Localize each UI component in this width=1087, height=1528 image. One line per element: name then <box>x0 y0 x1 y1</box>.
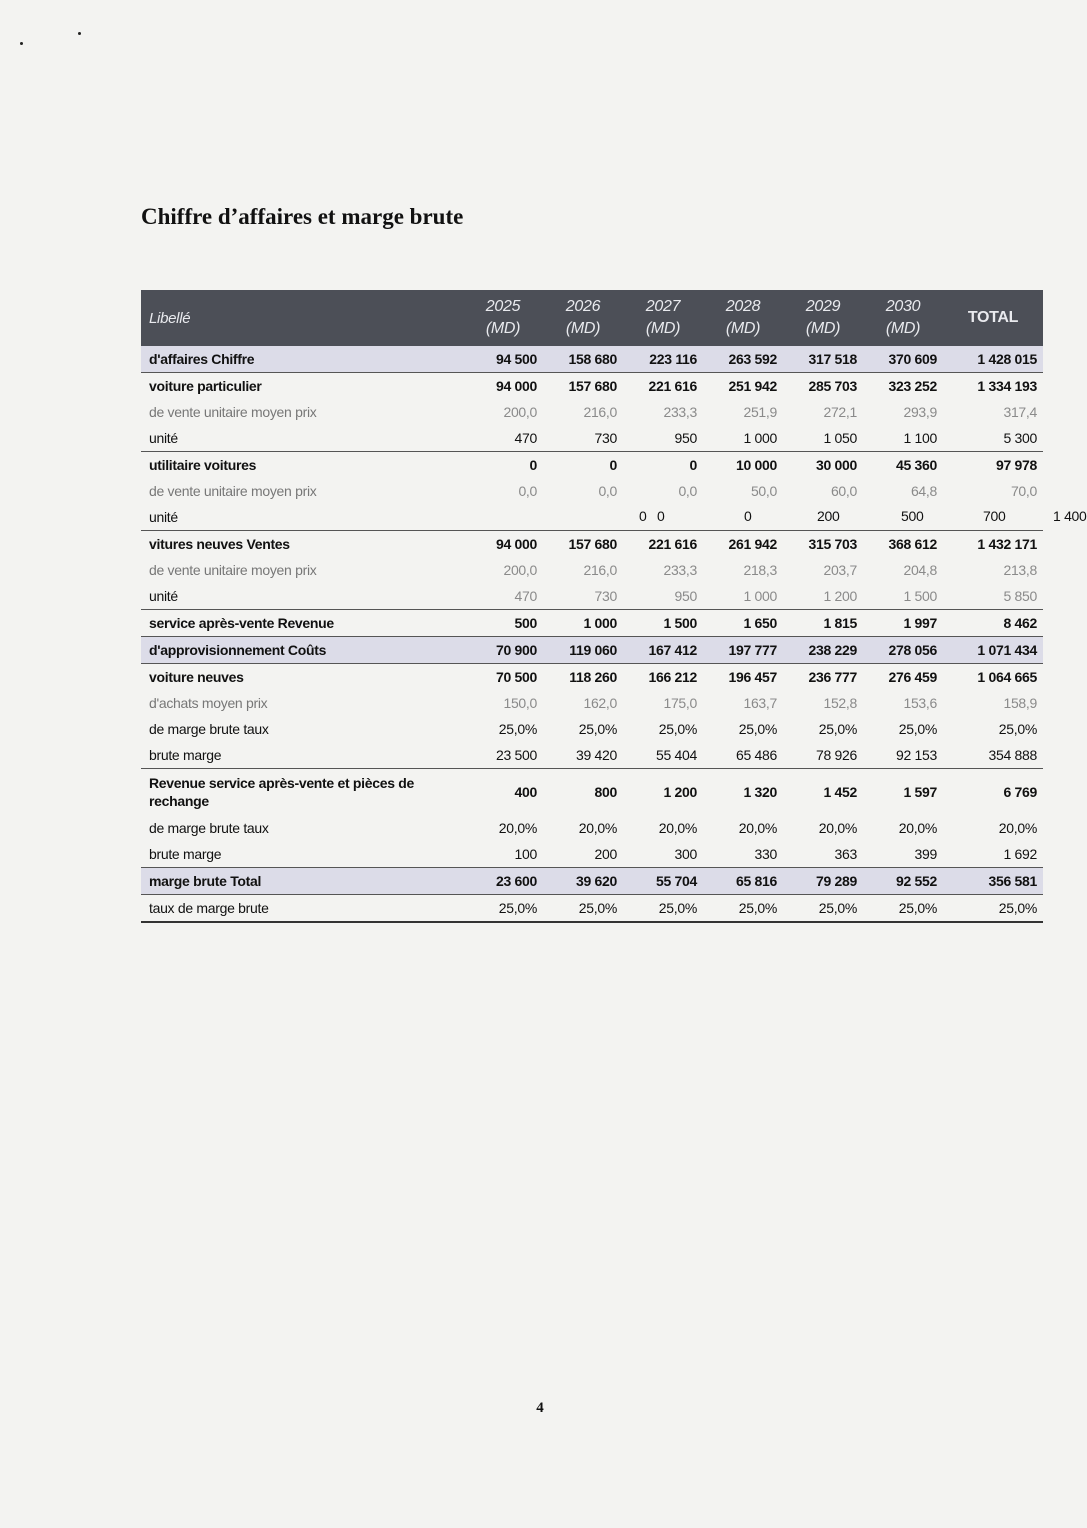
table-row <box>141 399 1043 425</box>
cell: 221 616 <box>623 373 703 400</box>
table-row <box>141 841 1043 868</box>
cell: 317,4 <box>1003 404 1037 420</box>
cell: 1 200 <box>823 588 857 604</box>
cell: 158,9 <box>1003 695 1037 711</box>
cell: 500 <box>901 508 924 524</box>
cell: 204,8 <box>903 562 937 578</box>
cell: 1 432 171 <box>943 531 1043 558</box>
cell: 166 212 <box>623 664 703 691</box>
table-row <box>141 425 1043 452</box>
cell: 25,0% <box>998 721 1037 737</box>
cell: 55 404 <box>655 747 697 763</box>
cell: 323 252 <box>863 373 943 400</box>
table-row <box>141 868 1043 895</box>
cell: 0 <box>639 508 647 524</box>
cell: 1 050 <box>823 430 857 446</box>
cell: 25,0% <box>738 721 777 737</box>
header-year: 2029 (MD) <box>783 290 863 346</box>
cell: 238 229 <box>783 637 863 664</box>
row-label: de marge brute taux <box>149 721 269 737</box>
cell: 950 <box>674 588 697 604</box>
cell: 1 500 <box>903 588 937 604</box>
cell: 70 500 <box>463 664 543 691</box>
table-row <box>141 690 1043 716</box>
row-label: brute marge <box>149 747 222 763</box>
cell: 1 071 434 <box>943 637 1043 664</box>
cell: 950 <box>674 430 697 446</box>
row-label: marge brute Total <box>141 868 463 895</box>
table-row <box>141 664 1043 691</box>
cell: 6 769 <box>943 769 1043 816</box>
table-row <box>141 895 1043 923</box>
cell: 293,9 <box>903 404 937 420</box>
table-row <box>141 610 1043 637</box>
cell: 800 <box>543 769 623 816</box>
cell: 236 777 <box>783 664 863 691</box>
cell: 79 289 <box>783 868 863 895</box>
cell: 368 612 <box>863 531 943 558</box>
cell: 216,0 <box>583 562 617 578</box>
page-title: Chiffre d’affaires et marge brute <box>141 204 464 229</box>
table-row <box>141 557 1043 583</box>
table-row <box>141 478 1043 504</box>
table-row <box>141 637 1043 664</box>
cell: 0,0 <box>678 483 697 499</box>
cell: 162,0 <box>583 695 617 711</box>
cell: 20,0% <box>738 820 777 836</box>
page-number: 4 <box>536 1400 544 1416</box>
cell: 158 680 <box>543 346 623 373</box>
row-label: unité <box>149 509 178 525</box>
cell: 20,0% <box>578 820 617 836</box>
cell: 25,0% <box>898 721 937 737</box>
cell: 1 452 <box>783 769 863 816</box>
row-label: taux de marge brute <box>141 895 463 923</box>
cell: 399 <box>914 846 937 862</box>
cell: 45 360 <box>863 452 943 479</box>
cell: 1 997 <box>863 610 943 637</box>
cell: 25,0% <box>863 895 943 923</box>
cell: 1 428 015 <box>943 346 1043 373</box>
cell: 0,0 <box>598 483 617 499</box>
cell: 200 <box>817 508 840 524</box>
table-row <box>141 742 1043 769</box>
cell: 119 060 <box>543 637 623 664</box>
cell: 1 500 <box>623 610 703 637</box>
table-row <box>141 373 1043 400</box>
row-label: brute marge <box>149 846 222 862</box>
cell: 196 457 <box>703 664 783 691</box>
row-label: unité <box>149 588 178 604</box>
cell: 1 000 <box>743 430 777 446</box>
cell: 285 703 <box>783 373 863 400</box>
cell: 94 500 <box>463 346 543 373</box>
cell: 730 <box>594 430 617 446</box>
cell: 263 592 <box>703 346 783 373</box>
cell: 20,0% <box>998 820 1037 836</box>
cell: 0 <box>623 452 703 479</box>
row-label: unité <box>149 430 178 446</box>
cell: 25,0% <box>943 895 1043 923</box>
cell: 300 <box>674 846 697 862</box>
cell: 25,0% <box>783 895 863 923</box>
cell: 363 <box>834 846 857 862</box>
cell: 25,0% <box>543 895 623 923</box>
header-label: Libellé <box>141 290 463 346</box>
cell: 251 942 <box>703 373 783 400</box>
cell: 370 609 <box>863 346 943 373</box>
table-row <box>141 452 1043 479</box>
header-year: 2025 (MD) <box>463 290 543 346</box>
cell: 10 000 <box>703 452 783 479</box>
cell: 70,0 <box>1010 483 1037 499</box>
cell: 94 000 <box>463 373 543 400</box>
table-row-misaligned <box>141 504 1043 531</box>
cell: 1 320 <box>703 769 783 816</box>
cell: 0 <box>543 452 623 479</box>
cell: 150,0 <box>503 695 537 711</box>
cell: 1 692 <box>1003 846 1037 862</box>
header-year: 2030 (MD) <box>863 290 943 346</box>
cell: 1 100 <box>903 430 937 446</box>
table-row <box>141 815 1043 841</box>
table-row <box>141 531 1043 558</box>
cell: 23 500 <box>495 747 537 763</box>
cell: 92 552 <box>863 868 943 895</box>
cell: 118 260 <box>543 664 623 691</box>
header-year: 2027 (MD) <box>623 290 703 346</box>
cell: 5 850 <box>1003 588 1037 604</box>
cell: 65 486 <box>735 747 777 763</box>
cell: 30 000 <box>783 452 863 479</box>
revenue-margin-table <box>141 290 1087 923</box>
cell: 25,0% <box>623 895 703 923</box>
cell: 163,7 <box>743 695 777 711</box>
table-row <box>141 716 1043 742</box>
scan-speck <box>20 42 23 45</box>
row-label: de vente unitaire moyen prix <box>149 483 317 499</box>
cell: 1 064 665 <box>943 664 1043 691</box>
cell: 221 616 <box>623 531 703 558</box>
cell: 8 462 <box>943 610 1043 637</box>
row-label: Revenue service après-vente et pièces de rechange <box>141 769 463 816</box>
cell: 233,3 <box>663 562 697 578</box>
cell: 276 459 <box>863 664 943 691</box>
cell: 1 334 193 <box>943 373 1043 400</box>
cell: 400 <box>463 769 543 816</box>
table-header-row <box>141 290 1043 346</box>
cell: 157 680 <box>543 373 623 400</box>
cell: 223 116 <box>623 346 703 373</box>
cell: 167 412 <box>623 637 703 664</box>
cell: 0 <box>657 508 665 524</box>
cell: 1 815 <box>783 610 863 637</box>
cell: 213,8 <box>1003 562 1037 578</box>
header-total: TOTAL <box>943 290 1043 346</box>
cell: 218,3 <box>743 562 777 578</box>
row-label: de marge brute taux <box>149 820 269 836</box>
cell: 700 <box>983 508 1006 524</box>
row-label: d'approvisionnement Coûts <box>141 637 463 664</box>
cell: 39 420 <box>575 747 617 763</box>
cell: 200,0 <box>503 404 537 420</box>
cell: 356 581 <box>943 868 1043 895</box>
cell: 1 597 <box>863 769 943 816</box>
cell: 233,3 <box>663 404 697 420</box>
cell: 0 <box>463 452 543 479</box>
cell: 25,0% <box>658 721 697 737</box>
cell: 251,9 <box>743 404 777 420</box>
cell: 0 <box>744 508 752 524</box>
cell: 20,0% <box>658 820 697 836</box>
cell: 1 200 <box>623 769 703 816</box>
cell: 50,0 <box>750 483 777 499</box>
table-row <box>141 769 1043 816</box>
cell: 20,0% <box>898 820 937 836</box>
cell: 278 056 <box>863 637 943 664</box>
cell: 25,0% <box>578 721 617 737</box>
cell: 216,0 <box>583 404 617 420</box>
cell: 65 816 <box>703 868 783 895</box>
cell: 70 900 <box>463 637 543 664</box>
row-label: voiture particulier <box>141 373 463 400</box>
table-row <box>141 346 1043 373</box>
cell: 203,7 <box>823 562 857 578</box>
row-label: voiture neuves <box>141 664 463 691</box>
cell: 197 777 <box>703 637 783 664</box>
row-label: utilitaire voitures <box>141 452 463 479</box>
cell: 25,0% <box>498 721 537 737</box>
cell: 39 620 <box>543 868 623 895</box>
cell: 272,1 <box>823 404 857 420</box>
cell: 1 000 <box>543 610 623 637</box>
cell: 261 942 <box>703 531 783 558</box>
cell: 354 888 <box>988 747 1037 763</box>
cell: 97 978 <box>943 452 1043 479</box>
cell: 1 650 <box>703 610 783 637</box>
cell: 200 <box>594 846 617 862</box>
cell: 470 <box>514 430 537 446</box>
cell: 20,0% <box>818 820 857 836</box>
cell: 175,0 <box>663 695 697 711</box>
row-label: d'affaires Chiffre <box>141 346 463 373</box>
cell: 23 600 <box>463 868 543 895</box>
cell: 470 <box>514 588 537 604</box>
cell: 157 680 <box>543 531 623 558</box>
cell: 60,0 <box>830 483 857 499</box>
row-label: service après-vente Revenue <box>141 610 463 637</box>
row-label: de vente unitaire moyen prix <box>149 562 317 578</box>
cell: 25,0% <box>703 895 783 923</box>
row-label: vitures neuves Ventes <box>141 531 463 558</box>
cell: 315 703 <box>783 531 863 558</box>
cell: 1 000 <box>743 588 777 604</box>
cell: 92 153 <box>895 747 937 763</box>
cell: 78 926 <box>815 747 857 763</box>
cell: 55 704 <box>623 868 703 895</box>
cell: 730 <box>594 588 617 604</box>
header-year: 2026 (MD) <box>543 290 623 346</box>
row-label: d'achats moyen prix <box>149 695 268 711</box>
misaligned-cells <box>463 504 1087 531</box>
cell: 200,0 <box>503 562 537 578</box>
scan-speck <box>78 32 81 35</box>
cell: 500 <box>463 610 543 637</box>
cell: 317 518 <box>783 346 863 373</box>
table-row <box>141 583 1043 610</box>
cell: 5 300 <box>1003 430 1037 446</box>
header-year: 2028 (MD) <box>703 290 783 346</box>
cell: 20,0% <box>498 820 537 836</box>
cell: 64,8 <box>910 483 937 499</box>
cell: 0,0 <box>518 483 537 499</box>
cell: 152,8 <box>823 695 857 711</box>
cell: 1 400 <box>1053 508 1087 524</box>
cell: 25,0% <box>818 721 857 737</box>
cell: 100 <box>514 846 537 862</box>
row-label: de vente unitaire moyen prix <box>149 404 317 420</box>
cell: 330 <box>754 846 777 862</box>
cell: 153,6 <box>903 695 937 711</box>
cell: 25,0% <box>463 895 543 923</box>
cell: 94 000 <box>463 531 543 558</box>
